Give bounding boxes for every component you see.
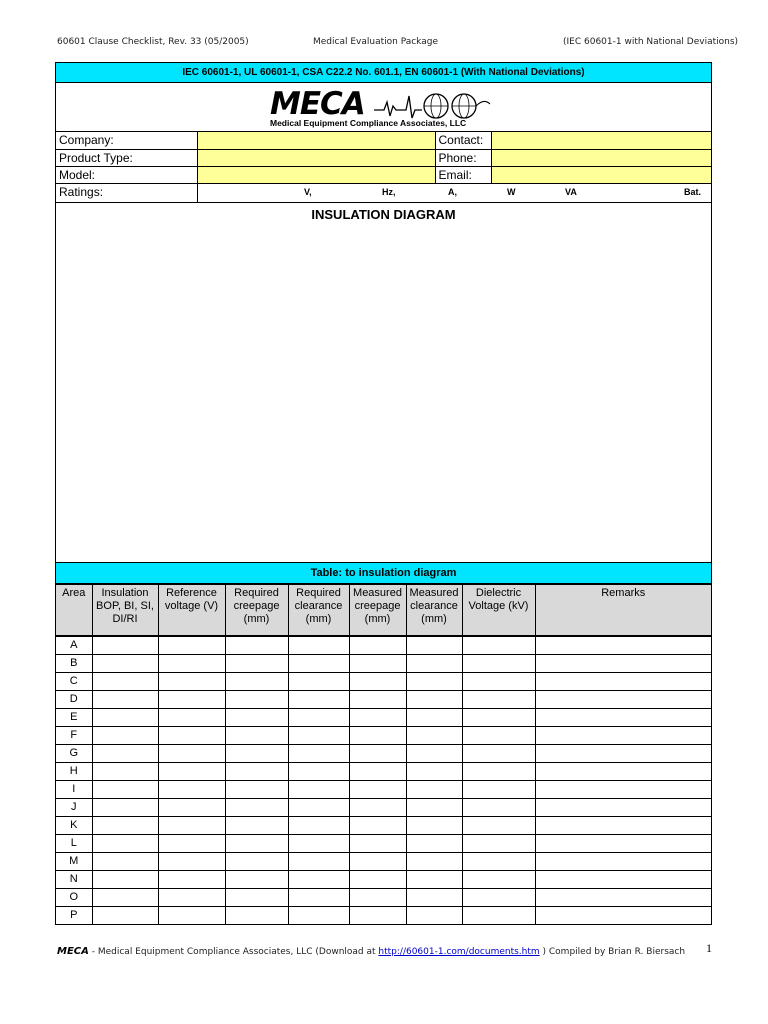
table-cell[interactable] bbox=[288, 780, 349, 798]
table-row bbox=[56, 690, 711, 708]
table-cell[interactable] bbox=[349, 816, 406, 834]
table-cell[interactable] bbox=[288, 636, 349, 654]
table-cell[interactable] bbox=[406, 726, 462, 744]
table-cell[interactable] bbox=[158, 780, 225, 798]
table-cell[interactable] bbox=[225, 888, 288, 906]
table-row bbox=[56, 834, 711, 852]
table-cell[interactable] bbox=[462, 870, 535, 888]
area-label: N bbox=[56, 870, 92, 888]
footer bbox=[57, 946, 685, 957]
table-cell[interactable] bbox=[288, 726, 349, 744]
table-cell[interactable] bbox=[349, 852, 406, 870]
unit-hertz: Hz, bbox=[382, 186, 396, 197]
table-cell[interactable] bbox=[92, 888, 158, 906]
area-label: K bbox=[56, 816, 92, 834]
table-cell[interactable] bbox=[406, 744, 462, 762]
table-cell[interactable] bbox=[225, 672, 288, 690]
table-row bbox=[56, 780, 711, 798]
area-label: I bbox=[56, 780, 92, 798]
table-cell[interactable] bbox=[92, 780, 158, 798]
area-label: A bbox=[56, 636, 92, 654]
download-link[interactable]: http://60601-1.com/documents.htm bbox=[378, 947, 540, 957]
table-cell[interactable] bbox=[462, 798, 535, 816]
table-cell[interactable] bbox=[158, 636, 225, 654]
column-header: Remarks bbox=[535, 584, 711, 636]
table-cell[interactable] bbox=[158, 852, 225, 870]
table-cell[interactable] bbox=[406, 798, 462, 816]
contact-field[interactable] bbox=[491, 132, 711, 149]
table-cell[interactable] bbox=[462, 726, 535, 744]
area-label: L bbox=[56, 834, 92, 852]
footer-credit: ) Compiled by Brian R. Biersach bbox=[539, 947, 686, 957]
area-label: G bbox=[56, 744, 92, 762]
table-cell[interactable] bbox=[349, 762, 406, 780]
table-cell[interactable] bbox=[92, 636, 158, 654]
standards-band: IEC 60601-1, UL 60601-1, CSA C22.2 No. 601.1, EN 60601-1 (With National Deviations) bbox=[56, 63, 711, 83]
unit-va: VA bbox=[565, 186, 577, 197]
table-cell[interactable] bbox=[406, 816, 462, 834]
insulation-table bbox=[56, 584, 711, 925]
table-cell[interactable] bbox=[406, 690, 462, 708]
table-cell[interactable] bbox=[158, 888, 225, 906]
product-type-label: Product Type: bbox=[56, 149, 197, 166]
column-header: Dielectric Voltage (kV) bbox=[462, 584, 535, 636]
area-label: C bbox=[56, 672, 92, 690]
column-header: Area bbox=[56, 584, 92, 636]
area-label: J bbox=[56, 798, 92, 816]
table-cell[interactable] bbox=[225, 690, 288, 708]
table-cell[interactable] bbox=[92, 852, 158, 870]
table-cell[interactable] bbox=[406, 672, 462, 690]
table-cell[interactable] bbox=[462, 708, 535, 726]
table-row bbox=[56, 870, 711, 888]
table-cell[interactable] bbox=[158, 672, 225, 690]
table-band: Table: to insulation diagram bbox=[56, 563, 711, 584]
area-label: O bbox=[56, 888, 92, 906]
table-cell[interactable] bbox=[349, 726, 406, 744]
table-cell[interactable] bbox=[349, 672, 406, 690]
table-row bbox=[56, 762, 711, 780]
table-cell[interactable] bbox=[92, 690, 158, 708]
ratings-row bbox=[56, 184, 711, 203]
table-cell[interactable] bbox=[535, 726, 711, 744]
table-cell[interactable] bbox=[462, 636, 535, 654]
table-cell[interactable] bbox=[535, 834, 711, 852]
area-label: B bbox=[56, 654, 92, 672]
table-cell[interactable] bbox=[225, 870, 288, 888]
table-row bbox=[56, 852, 711, 870]
table-cell[interactable] bbox=[92, 672, 158, 690]
model-field[interactable] bbox=[197, 166, 435, 183]
table-row bbox=[56, 672, 711, 690]
table-cell[interactable] bbox=[288, 834, 349, 852]
table-cell[interactable] bbox=[462, 906, 535, 924]
table-cell[interactable] bbox=[535, 852, 711, 870]
table-cell[interactable] bbox=[349, 888, 406, 906]
table-cell[interactable] bbox=[535, 816, 711, 834]
table-cell[interactable] bbox=[158, 816, 225, 834]
table-cell[interactable] bbox=[92, 798, 158, 816]
table-cell[interactable] bbox=[535, 780, 711, 798]
model-label: Model: bbox=[56, 166, 197, 183]
email-label: Email: bbox=[435, 166, 491, 183]
table-cell[interactable] bbox=[535, 798, 711, 816]
table-cell[interactable] bbox=[535, 888, 711, 906]
column-header: Measured clearance (mm) bbox=[406, 584, 462, 636]
table-row bbox=[56, 654, 711, 672]
table-cell[interactable] bbox=[92, 744, 158, 762]
table-cell[interactable] bbox=[158, 654, 225, 672]
table-cell[interactable] bbox=[535, 906, 711, 924]
diagram-title: INSULATION DIAGRAM bbox=[311, 206, 456, 222]
area-label: E bbox=[56, 708, 92, 726]
table-cell[interactable] bbox=[349, 708, 406, 726]
table-cell[interactable] bbox=[225, 636, 288, 654]
table-cell[interactable] bbox=[158, 744, 225, 762]
table-row bbox=[56, 726, 711, 744]
table-cell[interactable] bbox=[462, 672, 535, 690]
table-cell[interactable] bbox=[92, 870, 158, 888]
contact-label: Contact: bbox=[435, 132, 491, 149]
table-cell[interactable] bbox=[225, 726, 288, 744]
table-cell[interactable] bbox=[462, 744, 535, 762]
table-cell[interactable] bbox=[92, 708, 158, 726]
table-row bbox=[56, 798, 711, 816]
phone-label: Phone: bbox=[435, 149, 491, 166]
column-header: Insulation BOP, BI, SI, DI/RI bbox=[92, 584, 158, 636]
table-row bbox=[56, 708, 711, 726]
logo-subtitle: Medical Equipment Compliance Associates, LLC bbox=[270, 118, 467, 128]
table-cell[interactable] bbox=[158, 834, 225, 852]
logo-word: MECA bbox=[270, 86, 365, 122]
footer-logo: MECA bbox=[57, 946, 89, 957]
table-cell[interactable] bbox=[288, 816, 349, 834]
info-table bbox=[56, 132, 711, 184]
table-cell[interactable] bbox=[406, 888, 462, 906]
header-right: (IEC 60601-1 with National Deviations) bbox=[563, 37, 739, 47]
table-cell[interactable] bbox=[92, 834, 158, 852]
table-cell[interactable] bbox=[288, 654, 349, 672]
area-label: F bbox=[56, 726, 92, 744]
table-cell[interactable] bbox=[158, 906, 225, 924]
table-cell[interactable] bbox=[535, 672, 711, 690]
table-cell[interactable] bbox=[225, 780, 288, 798]
table-row bbox=[56, 906, 711, 924]
table-cell[interactable] bbox=[225, 654, 288, 672]
table-cell[interactable] bbox=[158, 798, 225, 816]
table-cell[interactable] bbox=[225, 762, 288, 780]
unit-volts: V, bbox=[304, 186, 312, 197]
table-cell[interactable] bbox=[288, 690, 349, 708]
table-cell[interactable] bbox=[92, 762, 158, 780]
header-center: Medical Evaluation Package bbox=[313, 37, 438, 47]
table-cell[interactable] bbox=[349, 906, 406, 924]
table-cell[interactable] bbox=[535, 654, 711, 672]
table-cell[interactable] bbox=[462, 762, 535, 780]
email-field[interactable] bbox=[491, 166, 711, 183]
column-header: Required creepage (mm) bbox=[225, 584, 288, 636]
table-cell[interactable] bbox=[158, 870, 225, 888]
table-cell[interactable] bbox=[535, 870, 711, 888]
area-label: H bbox=[56, 762, 92, 780]
table-cell[interactable] bbox=[349, 798, 406, 816]
table-cell[interactable] bbox=[158, 690, 225, 708]
unit-battery: Bat. bbox=[684, 186, 702, 197]
table-cell[interactable] bbox=[158, 726, 225, 744]
table-cell[interactable] bbox=[225, 816, 288, 834]
column-header: Reference voltage (V) bbox=[158, 584, 225, 636]
table-cell[interactable] bbox=[462, 852, 535, 870]
table-cell[interactable] bbox=[349, 636, 406, 654]
table-cell[interactable] bbox=[92, 906, 158, 924]
table-cell[interactable] bbox=[535, 708, 711, 726]
table-row bbox=[56, 744, 711, 762]
table-cell[interactable] bbox=[349, 834, 406, 852]
area-label: M bbox=[56, 852, 92, 870]
footer-text: - Medical Equipment Compliance Associates, LLC (Download at bbox=[88, 947, 379, 957]
table-cell[interactable] bbox=[406, 870, 462, 888]
table-cell[interactable] bbox=[462, 834, 535, 852]
table-cell[interactable] bbox=[288, 762, 349, 780]
column-header: Required clearance (mm) bbox=[288, 584, 349, 636]
table-cell[interactable] bbox=[158, 708, 225, 726]
table-cell[interactable] bbox=[349, 690, 406, 708]
form-frame bbox=[55, 62, 712, 925]
table-cell[interactable] bbox=[406, 852, 462, 870]
table-row bbox=[56, 636, 711, 654]
table-cell[interactable] bbox=[225, 906, 288, 924]
ecg-globe-icon bbox=[374, 92, 492, 120]
table-cell[interactable] bbox=[406, 654, 462, 672]
table-cell[interactable] bbox=[225, 852, 288, 870]
table-cell[interactable] bbox=[406, 780, 462, 798]
table-cell[interactable] bbox=[349, 780, 406, 798]
table-cell[interactable] bbox=[288, 852, 349, 870]
table-cell[interactable] bbox=[225, 744, 288, 762]
table-cell[interactable] bbox=[158, 762, 225, 780]
table-cell[interactable] bbox=[535, 690, 711, 708]
unit-amps: A, bbox=[448, 186, 457, 197]
table-cell[interactable] bbox=[406, 708, 462, 726]
table-cell[interactable] bbox=[288, 708, 349, 726]
company-label: Company: bbox=[56, 132, 197, 149]
table-cell[interactable] bbox=[535, 636, 711, 654]
table-cell[interactable] bbox=[462, 888, 535, 906]
logo-row bbox=[56, 83, 711, 132]
page-number: 1 bbox=[706, 941, 712, 955]
table-cell[interactable] bbox=[462, 690, 535, 708]
area-label: D bbox=[56, 690, 92, 708]
table-cell[interactable] bbox=[288, 672, 349, 690]
table-cell[interactable] bbox=[288, 744, 349, 762]
ratings-label: Ratings: bbox=[59, 184, 104, 199]
table-cell[interactable] bbox=[406, 636, 462, 654]
table-cell[interactable] bbox=[225, 834, 288, 852]
table-cell[interactable] bbox=[535, 762, 711, 780]
table-cell[interactable] bbox=[349, 870, 406, 888]
table-row bbox=[56, 816, 711, 834]
table-cell[interactable] bbox=[406, 762, 462, 780]
table-cell[interactable] bbox=[535, 744, 711, 762]
company-field[interactable] bbox=[197, 132, 435, 149]
table-cell[interactable] bbox=[288, 906, 349, 924]
table-cell[interactable] bbox=[349, 654, 406, 672]
table-cell[interactable] bbox=[462, 780, 535, 798]
column-header: Measured creepage (mm) bbox=[349, 584, 406, 636]
table-cell[interactable] bbox=[225, 708, 288, 726]
phone-field[interactable] bbox=[491, 149, 711, 166]
product-type-field[interactable] bbox=[197, 149, 435, 166]
table-cell[interactable] bbox=[462, 816, 535, 834]
table-cell[interactable] bbox=[92, 726, 158, 744]
table-cell[interactable] bbox=[462, 654, 535, 672]
insulation-diagram-area[interactable] bbox=[56, 203, 711, 563]
table-cell[interactable] bbox=[288, 798, 349, 816]
unit-watts: W bbox=[507, 186, 516, 197]
table-cell[interactable] bbox=[225, 798, 288, 816]
table-cell[interactable] bbox=[406, 834, 462, 852]
area-label: P bbox=[56, 906, 92, 924]
table-cell[interactable] bbox=[288, 888, 349, 906]
table-cell[interactable] bbox=[406, 906, 462, 924]
table-cell[interactable] bbox=[92, 816, 158, 834]
table-cell[interactable] bbox=[92, 654, 158, 672]
header-left: 60601 Clause Checklist, Rev. 33 (05/2005) bbox=[57, 37, 249, 47]
meca-logo bbox=[270, 88, 510, 128]
table-cell[interactable] bbox=[288, 870, 349, 888]
table-cell[interactable] bbox=[349, 744, 406, 762]
table-row bbox=[56, 888, 711, 906]
